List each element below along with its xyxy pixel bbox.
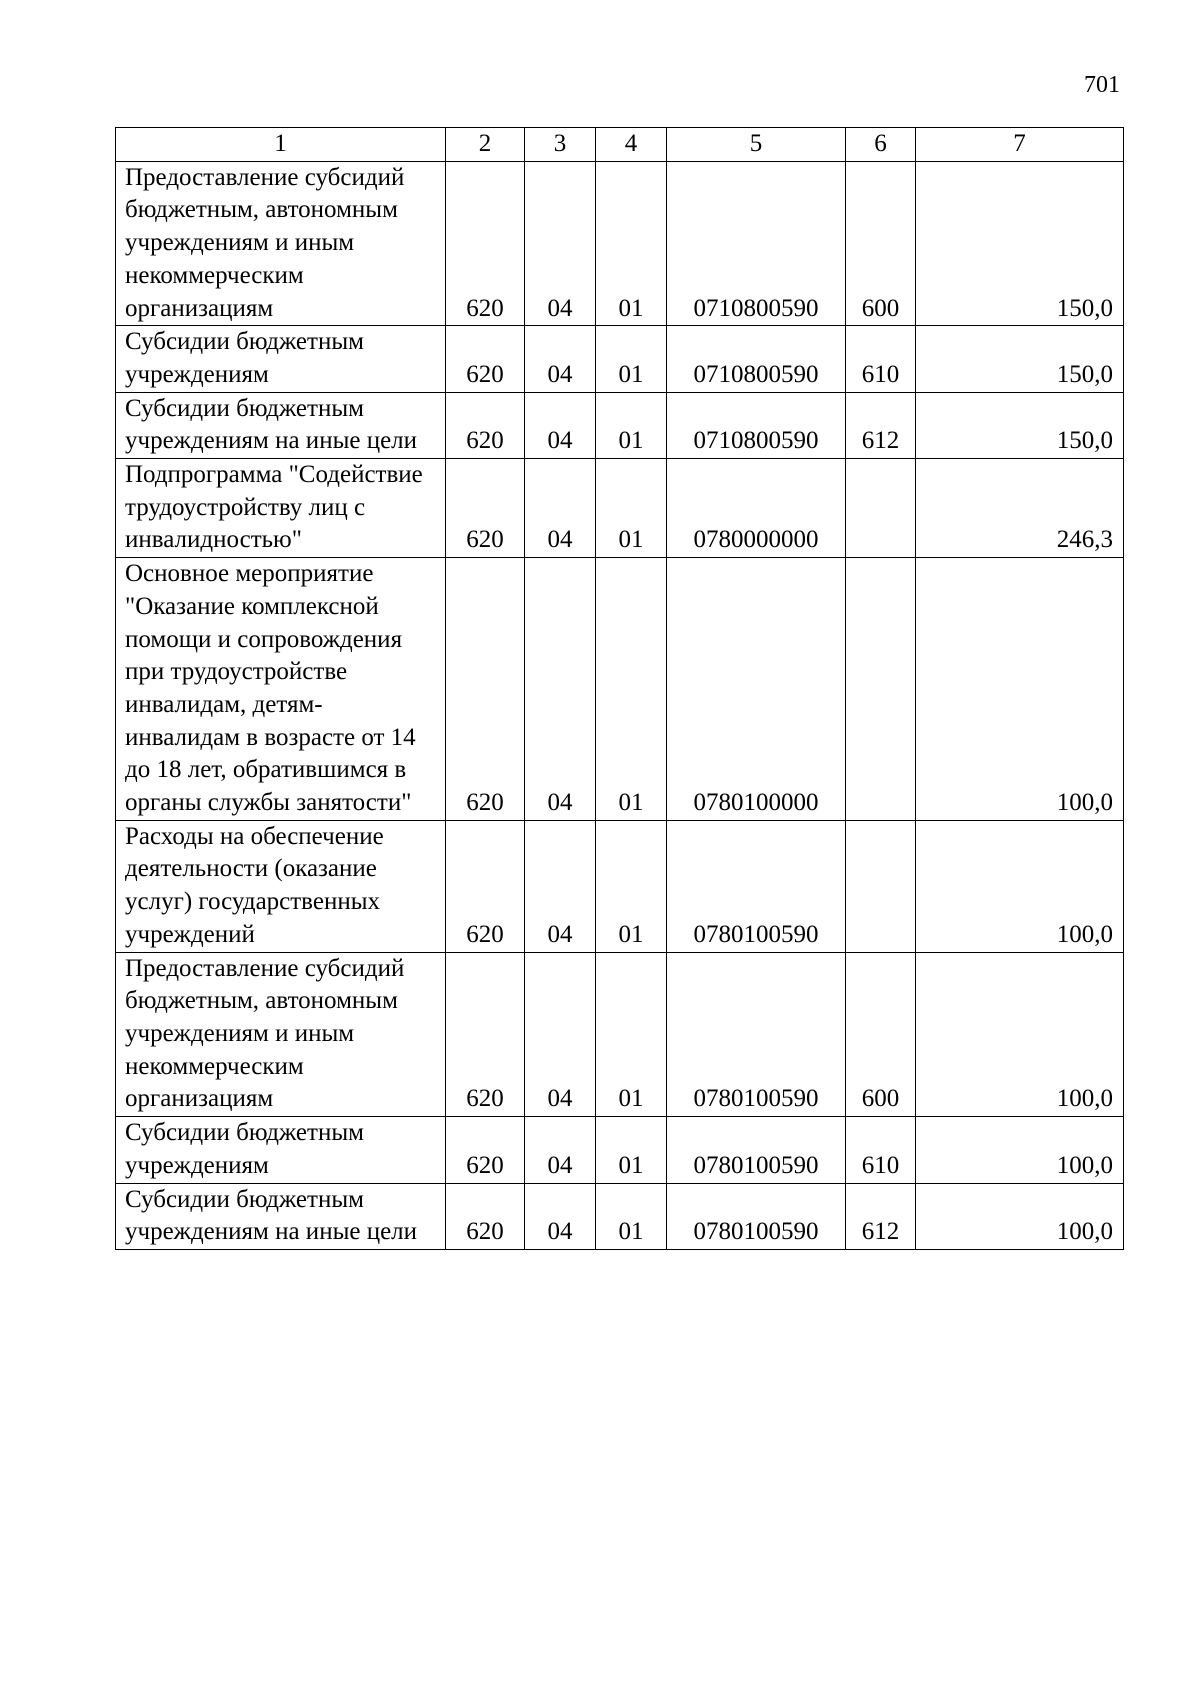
item-name-cell: Основное мероприятие "Оказание комплексной помощи и сопровождения при трудоустройстве инвалидам, детям-инвалидам в возрасте от 14 до 18 лет, обратившимся в органы службы занятости": [116, 558, 446, 821]
header-cell-5: 5: [667, 128, 846, 162]
table-row: [116, 952, 1124, 1117]
item-name-cell: Предоставление субсидий бюджетным, автономным учреждениям и иным некоммерческим организациям: [116, 952, 446, 1117]
header-cell-2: 2: [446, 128, 525, 162]
target-article-code-cell: 0710800590: [667, 161, 846, 326]
header-cell-4: 4: [596, 128, 667, 162]
header-cell-6: 6: [846, 128, 916, 162]
header-cell-3: 3: [525, 128, 596, 162]
section-code-cell: 04: [525, 459, 596, 558]
ministry-code-cell: 620: [446, 820, 525, 952]
item-name-cell: Субсидии бюджетным учреждениям на иные цели: [116, 392, 446, 458]
target-article-code-cell: 0710800590: [667, 326, 846, 392]
item-name-cell: Подпрограмма "Содействие трудоустройству лиц с инвалидностью": [116, 459, 446, 558]
ministry-code-cell: 620: [446, 326, 525, 392]
section-code-cell: 04: [525, 392, 596, 458]
subsection-code-cell: 01: [596, 326, 667, 392]
subsection-code-cell: 01: [596, 392, 667, 458]
table-row: [116, 161, 1124, 326]
item-name-cell: Субсидии бюджетным учреждениям на иные цели: [116, 1183, 446, 1249]
subsection-code-cell: 01: [596, 459, 667, 558]
item-name-cell: Предоставление субсидий бюджетным, автономным учреждениям и иным некоммерческим организациям: [116, 161, 446, 326]
item-name-cell: Субсидии бюджетным учреждениям: [116, 1117, 446, 1183]
amount-cell: 100,0: [916, 1183, 1124, 1249]
section-code-cell: 04: [525, 1183, 596, 1249]
amount-cell: 246,3: [916, 459, 1124, 558]
page-number: 701: [1084, 72, 1120, 98]
section-code-cell: 04: [525, 820, 596, 952]
ministry-code-cell: 620: [446, 459, 525, 558]
ministry-code-cell: 620: [446, 558, 525, 821]
header-cell-7: 7: [916, 128, 1124, 162]
target-article-code-cell: 0780100590: [667, 1183, 846, 1249]
table-row: [116, 558, 1124, 821]
item-name-cell: Расходы на обеспечение деятельности (оказание услуг) государственных учреждений: [116, 820, 446, 952]
ministry-code-cell: 620: [446, 1117, 525, 1183]
target-article-code-cell: 0780100590: [667, 1117, 846, 1183]
subsection-code-cell: 01: [596, 161, 667, 326]
table-row: [116, 392, 1124, 458]
expense-type-code-cell: 612: [846, 392, 916, 458]
amount-cell: 100,0: [916, 1117, 1124, 1183]
subsection-code-cell: 01: [596, 820, 667, 952]
section-code-cell: 04: [525, 161, 596, 326]
target-article-code-cell: 0780100000: [667, 558, 846, 821]
budget-table: [115, 127, 1124, 1250]
expense-type-code-cell: 610: [846, 1117, 916, 1183]
target-article-code-cell: 0710800590: [667, 392, 846, 458]
section-code-cell: 04: [525, 326, 596, 392]
ministry-code-cell: 620: [446, 1183, 525, 1249]
ministry-code-cell: 620: [446, 392, 525, 458]
ministry-code-cell: 620: [446, 161, 525, 326]
section-code-cell: 04: [525, 1117, 596, 1183]
expense-type-code-cell: [846, 820, 916, 952]
target-article-code-cell: 0780100590: [667, 952, 846, 1117]
table-row: [116, 1183, 1124, 1249]
table-row: [116, 1117, 1124, 1183]
subsection-code-cell: 01: [596, 1183, 667, 1249]
amount-cell: 100,0: [916, 952, 1124, 1117]
amount-cell: 100,0: [916, 820, 1124, 952]
subsection-code-cell: 01: [596, 558, 667, 821]
section-code-cell: 04: [525, 952, 596, 1117]
table-row: [116, 820, 1124, 952]
amount-cell: 150,0: [916, 326, 1124, 392]
ministry-code-cell: 620: [446, 952, 525, 1117]
item-name-cell: Субсидии бюджетным учреждениям: [116, 326, 446, 392]
expense-type-code-cell: 600: [846, 952, 916, 1117]
table-row: [116, 326, 1124, 392]
amount-cell: 150,0: [916, 392, 1124, 458]
expense-type-code-cell: 610: [846, 326, 916, 392]
table-row: [116, 459, 1124, 558]
expense-type-code-cell: 600: [846, 161, 916, 326]
table-header: [116, 128, 1124, 162]
expense-type-code-cell: [846, 459, 916, 558]
header-row: [116, 128, 1124, 162]
expense-type-code-cell: 612: [846, 1183, 916, 1249]
table-body: [116, 161, 1124, 1249]
expense-type-code-cell: [846, 558, 916, 821]
header-cell-1: 1: [116, 128, 446, 162]
target-article-code-cell: 0780000000: [667, 459, 846, 558]
target-article-code-cell: 0780100590: [667, 820, 846, 952]
subsection-code-cell: 01: [596, 1117, 667, 1183]
amount-cell: 150,0: [916, 161, 1124, 326]
amount-cell: 100,0: [916, 558, 1124, 821]
section-code-cell: 04: [525, 558, 596, 821]
subsection-code-cell: 01: [596, 952, 667, 1117]
